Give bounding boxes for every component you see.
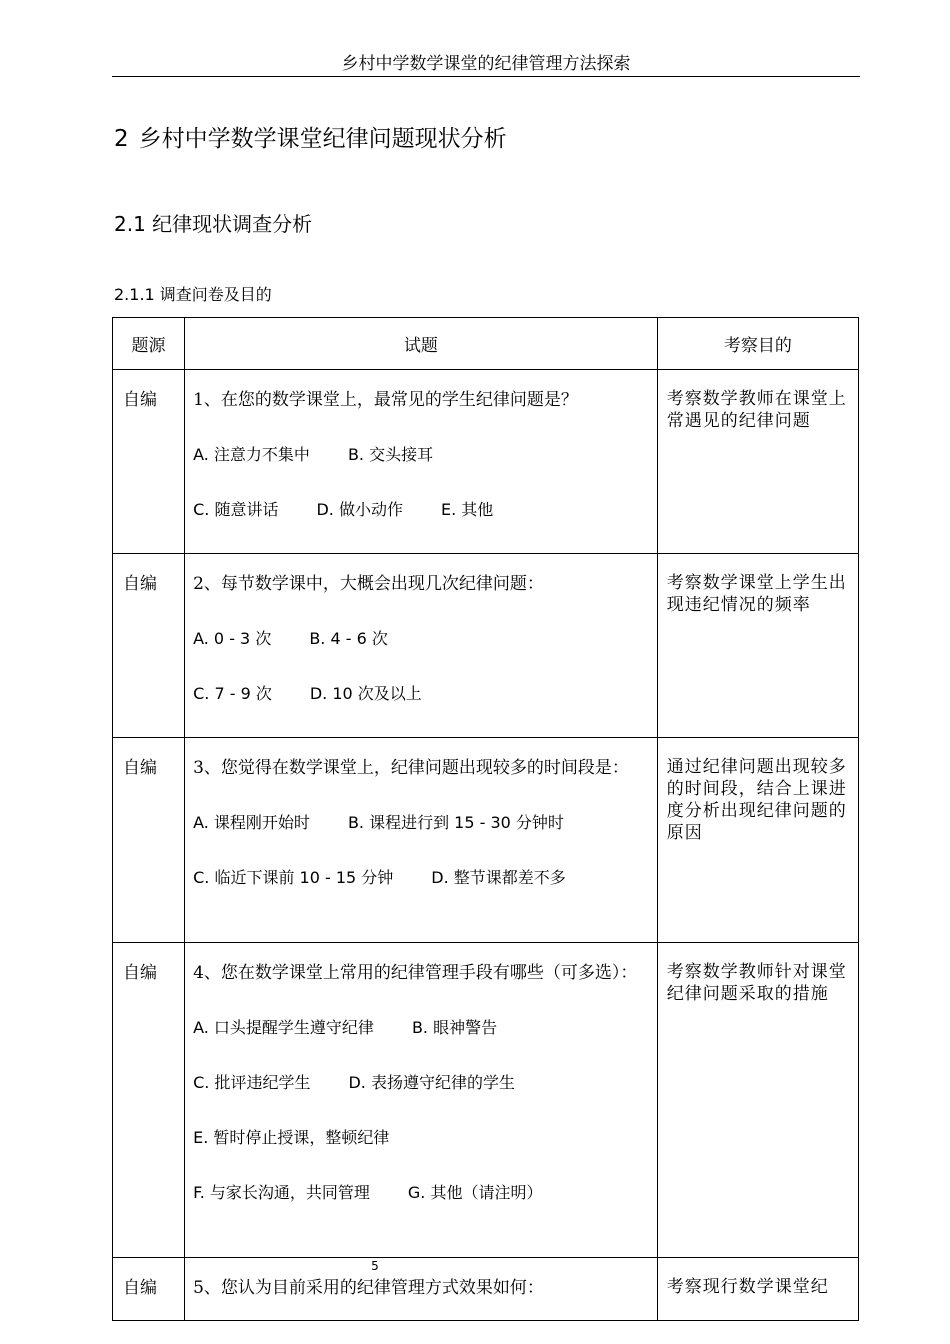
question-cell <box>185 738 658 943</box>
answer-option: E. 其他 <box>440 500 494 519</box>
purpose-cell: 考察数学教师在课堂上常遇见的纪律问题 <box>657 370 858 554</box>
answer-option: A. 注意力不集中 <box>193 445 310 464</box>
chapter-number: 2 <box>114 126 129 152</box>
answer-option: A. 0 - 3 次 <box>193 629 272 648</box>
question-stem: 1、在您的数学课堂上，最常见的学生纪律问题是？ <box>193 390 578 410</box>
question-cell <box>185 943 658 1258</box>
answer-option: C. 临近下课前 10 - 15 分钟 <box>193 868 394 887</box>
answer-option: G. 其他（请注明） <box>407 1183 543 1202</box>
subsection-heading: 2.1.1 调查问卷及目的 <box>114 285 272 304</box>
option-line <box>193 627 651 651</box>
source-cell: 自编 <box>113 370 185 554</box>
option-line <box>193 866 651 890</box>
header-source: 题源 <box>113 318 185 370</box>
purpose-cell: 通过纪律问题出现较多的时间段，结合上课进度分析出现纪律问题的原因 <box>657 738 858 943</box>
table-row <box>113 554 859 738</box>
table-row <box>113 738 859 943</box>
source-cell: 自编 <box>113 943 185 1258</box>
answer-option: D. 表扬遵守纪律的学生 <box>348 1073 515 1092</box>
source-cell: 自编 <box>113 554 185 738</box>
table-row <box>113 370 859 554</box>
answer-option: B. 课程进行到 15 - 30 分钟时 <box>347 813 564 832</box>
option-line <box>193 1016 651 1040</box>
question-cell <box>185 554 658 738</box>
header-purpose: 考察目的 <box>657 318 858 370</box>
header-question: 试题 <box>185 318 658 370</box>
source-cell: 自编 <box>113 738 185 943</box>
header-rule <box>112 76 860 77</box>
running-header: 乡村中学数学课堂的纪律管理方法探索 <box>341 54 631 74</box>
section-heading: 2.1 纪律现状调查分析 <box>114 212 313 236</box>
source-cell: 自编 <box>113 1258 185 1321</box>
answer-option: C. 随意讲话 <box>193 500 279 519</box>
table-header-row <box>113 318 859 370</box>
answer-option: B. 4 - 6 次 <box>309 629 388 648</box>
question-cell <box>185 370 658 554</box>
answer-option: D. 做小动作 <box>316 500 403 519</box>
chapter-title: 乡村中学数学课堂纪律问题现状分析 <box>138 126 507 152</box>
answer-option: B. 交头接耳 <box>347 445 434 464</box>
purpose-cell: 考察数学课堂上学生出现违纪情况的频率 <box>657 554 858 738</box>
chapter-heading <box>114 122 507 156</box>
question-stem: 2、每节数学课中，大概会出现几次纪律问题： <box>193 574 544 594</box>
table-row <box>113 943 859 1258</box>
question-stem: 5、您认为目前采用的纪律管理方式效果如何： <box>193 1278 544 1298</box>
option-line <box>193 498 651 522</box>
option-line <box>193 811 651 835</box>
answer-option: F. 与家长沟通，共同管理 <box>193 1183 370 1202</box>
answer-option: A. 口头提醒学生遵守纪律 <box>193 1018 374 1037</box>
purpose-cell: 考察数学教师针对课堂纪律问题采取的措施 <box>657 943 858 1258</box>
option-line <box>193 443 651 467</box>
option-line <box>193 1071 651 1095</box>
questionnaire-table <box>112 317 859 1321</box>
question-stem: 4、您在数学课堂上常用的纪律管理手段有哪些（可多选）： <box>193 963 638 983</box>
page-number: 5 <box>371 1259 379 1273</box>
answer-option: D. 整节课都差不多 <box>431 868 566 887</box>
answer-option: C. 7 - 9 次 <box>193 684 272 703</box>
question-stem: 3、您觉得在数学课堂上，纪律问题出现较多的时间段是： <box>193 758 629 778</box>
option-line <box>193 1126 651 1150</box>
purpose-cell: 考察现行数学课堂纪 <box>657 1258 858 1321</box>
answer-option: A. 课程刚开始时 <box>193 813 310 832</box>
option-line <box>193 682 651 706</box>
option-line <box>193 1181 651 1205</box>
answer-option: C. 批评违纪学生 <box>193 1073 311 1092</box>
answer-option: E. 暂时停止授课，整顿纪律 <box>193 1128 390 1147</box>
answer-option: B. 眼神警告 <box>411 1018 498 1037</box>
answer-option: D. 10 次及以上 <box>309 684 422 703</box>
